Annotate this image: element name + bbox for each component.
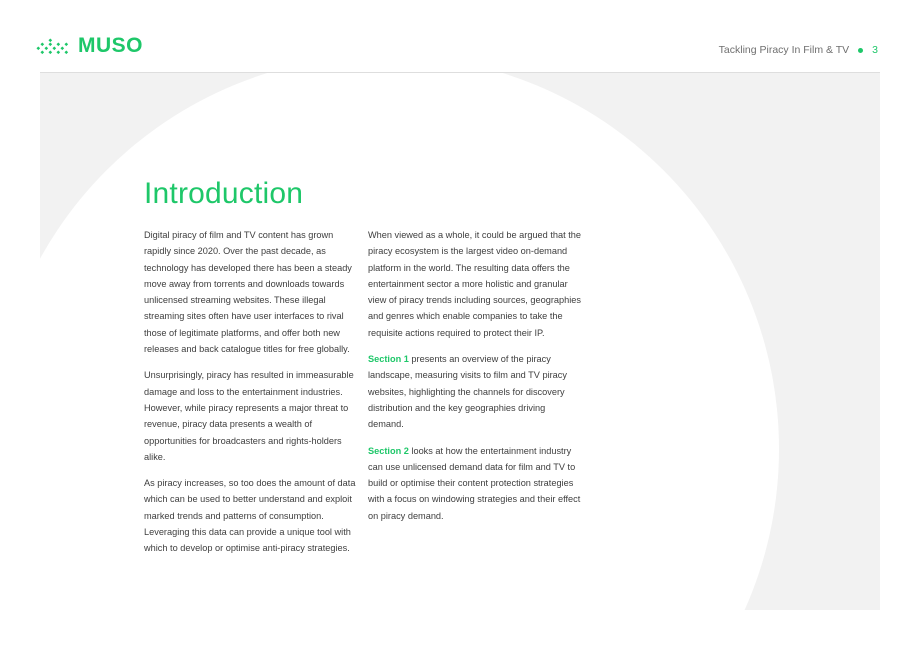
section-1-paragraph bbox=[368, 351, 583, 432]
left-column bbox=[144, 227, 359, 567]
section-1-label: Section 1 bbox=[368, 354, 409, 365]
running-header bbox=[719, 44, 878, 56]
page-number: 3 bbox=[872, 44, 878, 56]
section-1-text: presents an overview of the piracy landscape, measuring visits to film and TV piracy websites, highlighting the channels for discovery distribution and the key geographies driving demand. bbox=[368, 354, 567, 430]
section-2-text: looks at how the entertainment industry can use unlicensed demand data for film and TV to build or optimise their content protection strategies with a focus on windowing strategies and their effect on piracy demand. bbox=[368, 445, 581, 521]
document-title: Tackling Piracy In Film & TV bbox=[718, 44, 850, 56]
page-header bbox=[0, 0, 920, 72]
muso-logo bbox=[36, 36, 143, 56]
section-2-label: Section 2 bbox=[368, 445, 409, 456]
paragraph: When viewed as a whole, it could be argued that the piracy ecosystem is the largest video on-demand platform in the world. The resulting data offers the entertainment sector a more holistic and granular view of piracy trends including sources, geographies and genres which enable companies to take the requisite actions required to protect their IP. bbox=[368, 230, 581, 338]
muso-logo-icon bbox=[36, 36, 72, 56]
introduction-section bbox=[40, 73, 880, 610]
content-panel bbox=[40, 73, 880, 610]
paragraph: Unsurprisingly, piracy has resulted in immeasurable damage and loss to the entertainment industries. However, while piracy represents a major threat to revenue, piracy data presents a wealth of opportunities for broadcasters and rights-holders alike. bbox=[144, 370, 354, 462]
page-title: Introduction bbox=[144, 177, 304, 210]
separator-dot-icon bbox=[858, 48, 863, 53]
paragraph: As piracy increases, so too does the amount of data which can be used to better understand and exploit marked trends and patterns of consumption. Leveraging this data can provide a unique tool with which to develop or optimise anti-piracy strategies. bbox=[144, 478, 356, 554]
section-2-paragraph bbox=[368, 443, 583, 524]
paragraph: Digital piracy of film and TV content has grown rapidly since 2020. Over the past decade, as technology has developed there has been a steady move away from torrents and downloads towards unlicensed streaming websites. These illegal streaming sites often have user interfaces to rival those of legitimate platforms, and offer both new releases and back catalogue titles for free globally. bbox=[144, 230, 352, 355]
right-column bbox=[368, 227, 583, 534]
brand-name: MUSO bbox=[78, 34, 143, 57]
